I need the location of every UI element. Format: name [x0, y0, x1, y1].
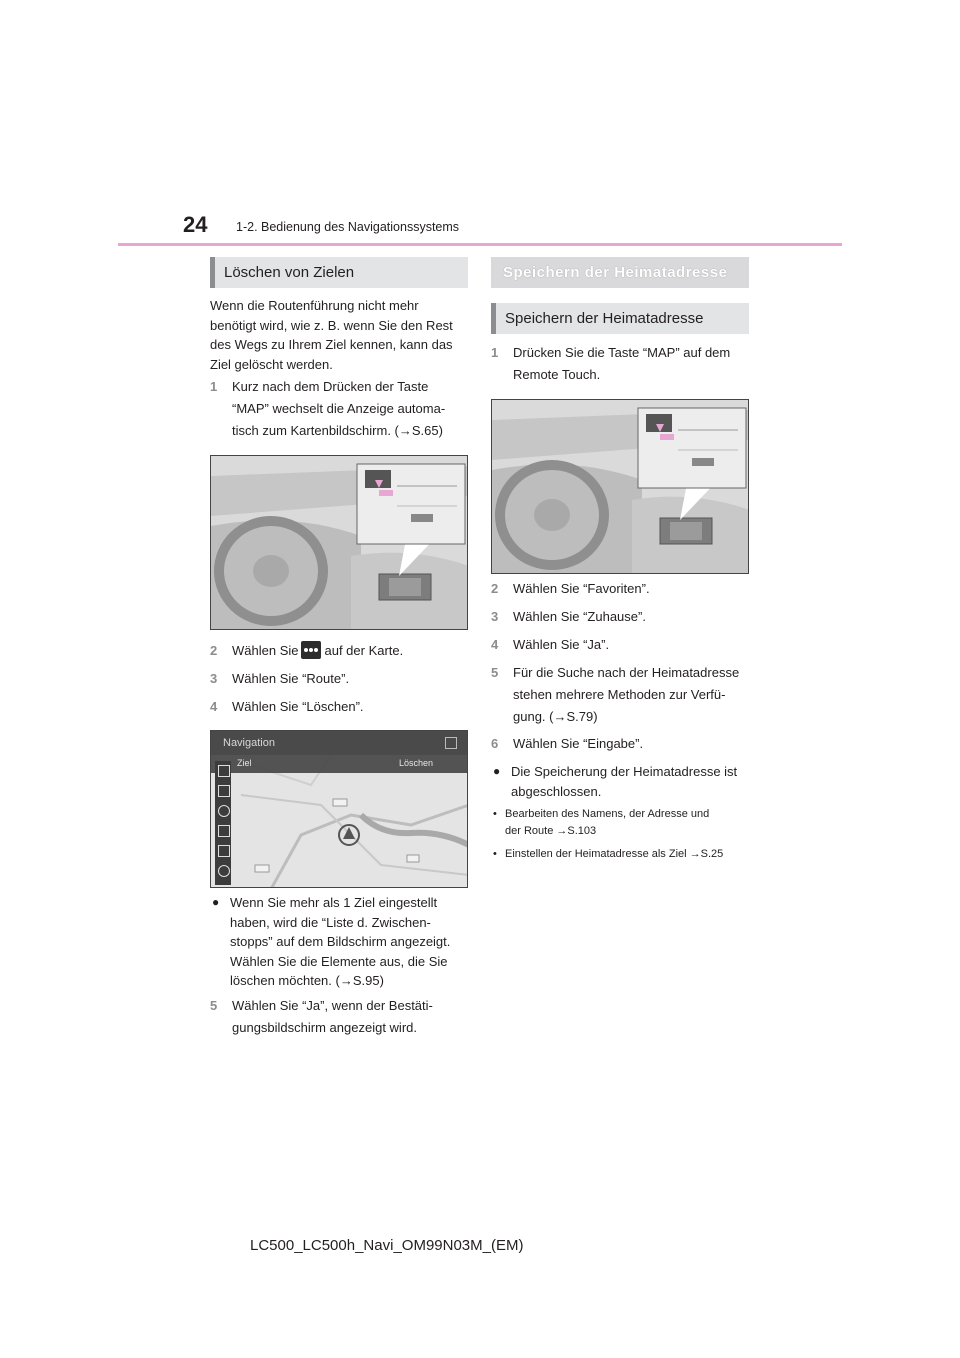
step-text: Wählen Sie “Zuhause”. — [513, 609, 646, 624]
note-symbol: • — [493, 808, 497, 820]
step-text-before: Wählen Sie — [232, 643, 299, 658]
bullet-line: Wählen Sie die Elemente aus, die Sie — [230, 953, 448, 969]
step-line: stehen mehrere Methoden zur Verfü- — [513, 687, 726, 702]
step-text: Wählen Sie “Ja”. — [513, 637, 610, 652]
step-number: 2 — [491, 581, 499, 596]
nav-side-toolbar — [215, 761, 231, 885]
car-interior-illustration — [492, 400, 749, 574]
note-line: Bearbeiten des Namens, der Adresse und — [505, 808, 710, 820]
intro-line: Ziel gelöscht werden. — [210, 356, 333, 372]
step-5-right — [491, 662, 753, 728]
step-text: Wählen Sie “Favoriten”. — [513, 581, 650, 596]
step-1-left — [210, 376, 472, 442]
bullet-line: löschen möchten. (→S.95) — [230, 973, 384, 988]
nav-status-icon — [445, 737, 457, 749]
step-number: 1 — [491, 345, 499, 360]
step-line: gungsbildschirm angezeigt wird. — [232, 1020, 417, 1035]
ziel-label[interactable]: Ziel — [237, 758, 252, 768]
step-3-left — [210, 668, 472, 690]
step-line: Drücken Sie die Taste “MAP” auf dem — [513, 345, 731, 360]
bullet-right — [493, 762, 755, 802]
step-number: 4 — [210, 699, 218, 714]
step-5-left — [210, 995, 472, 1039]
bullet-line: abgeschlossen. — [511, 783, 602, 799]
bullet-line: Wenn Sie mehr als 1 Ziel eingestellt — [230, 895, 438, 910]
note-line[interactable]: Einstellen der Heimatadresse als Ziel →S.25 — [505, 848, 724, 860]
note-line[interactable]: der Route →S.103 — [505, 825, 597, 837]
step-2-right — [491, 578, 753, 600]
step-text: Wählen Sie “Route”. — [232, 671, 350, 686]
step-4-left — [210, 696, 472, 718]
main-heading-heimatadresse: Speichern der Heimatadresse — [491, 257, 749, 288]
step-number: 4 — [491, 637, 499, 652]
step-text: Wählen Sie “Löschen”. — [232, 699, 364, 714]
step-line: “MAP” wechselt die Anzeige automa- — [232, 401, 446, 416]
map-illustration — [211, 755, 468, 888]
bullet-left — [212, 893, 474, 993]
step-1-right — [491, 342, 753, 386]
step-number: 3 — [491, 609, 499, 624]
step-line: gung. (→S.79) — [513, 709, 598, 724]
more-options-icon — [301, 641, 321, 659]
page-number: 24 — [183, 212, 208, 237]
car-interior-figure — [210, 455, 468, 630]
bullet-line: Die Speicherung der Heimatadresse ist — [511, 764, 738, 779]
step-4-right — [491, 634, 753, 656]
car-interior-figure-right — [491, 399, 749, 574]
document-footer: LC500_LC500h_Navi_OM99N03M_(EM) — [250, 1237, 524, 1254]
bullet-line: stopps” auf dem Bildschirm angezeigt. — [230, 934, 451, 949]
intro-line: Wenn die Routenführung nicht mehr — [210, 298, 419, 313]
note-2 — [493, 846, 755, 863]
step-number: 2 — [210, 643, 218, 658]
intro-line: des Wegs zu Ihrem Ziel kennen, kann das — [210, 337, 453, 352]
nav-title: Navigation — [223, 737, 275, 749]
step-line: Für die Suche nach der Heimatadresse — [513, 665, 740, 680]
nav-map — [211, 755, 468, 888]
list-icon[interactable] — [218, 845, 230, 857]
subheading-loeschen: Löschen von Zielen — [210, 257, 468, 288]
step-text: Wählen Sie “Eingabe”. — [513, 736, 644, 751]
bullet-line: haben, wird die “Liste d. Zwischen- — [230, 914, 431, 930]
step-text-after: auf der Karte. — [324, 643, 404, 658]
step-number: 5 — [210, 998, 218, 1013]
step-number: 5 — [491, 665, 499, 680]
step-3-right — [491, 606, 753, 628]
step-line: tisch zum Kartenbildschirm. (→S.65) — [232, 423, 443, 438]
step-number: 6 — [491, 736, 499, 751]
loeschen-button[interactable]: Löschen — [399, 758, 434, 768]
bullet-symbol: ● — [212, 895, 220, 909]
intro-paragraph — [210, 296, 470, 374]
step-number: 3 — [210, 671, 218, 686]
route-icon[interactable] — [218, 785, 230, 797]
navigation-screen-figure — [210, 730, 468, 888]
step-line: Wählen Sie “Ja”, wenn der Bestäti- — [232, 998, 433, 1013]
header-divider — [118, 243, 842, 246]
subheading-heimatadresse: Speichern der Heimatadresse — [491, 303, 749, 334]
step-line: Kurz nach dem Drücken der Taste — [232, 379, 429, 394]
section-title: 1-2. Bedienung des Navigationssystems — [236, 220, 460, 234]
cancel-icon[interactable] — [218, 805, 230, 817]
car-interior-illustration — [211, 456, 468, 630]
step-number: 1 — [210, 379, 218, 394]
destination-icon[interactable] — [218, 825, 230, 837]
note-symbol: • — [493, 848, 497, 860]
step-6-right — [491, 733, 753, 755]
map-scale-icon[interactable] — [218, 765, 230, 777]
bullet-symbol: ● — [493, 764, 501, 778]
step-line: Remote Touch. — [513, 367, 601, 382]
info-icon[interactable] — [218, 865, 230, 877]
note-1 — [493, 806, 755, 840]
intro-line: benötigt wird, wie z. B. wenn Sie den Rest — [210, 317, 453, 333]
step-2-left — [210, 640, 472, 662]
